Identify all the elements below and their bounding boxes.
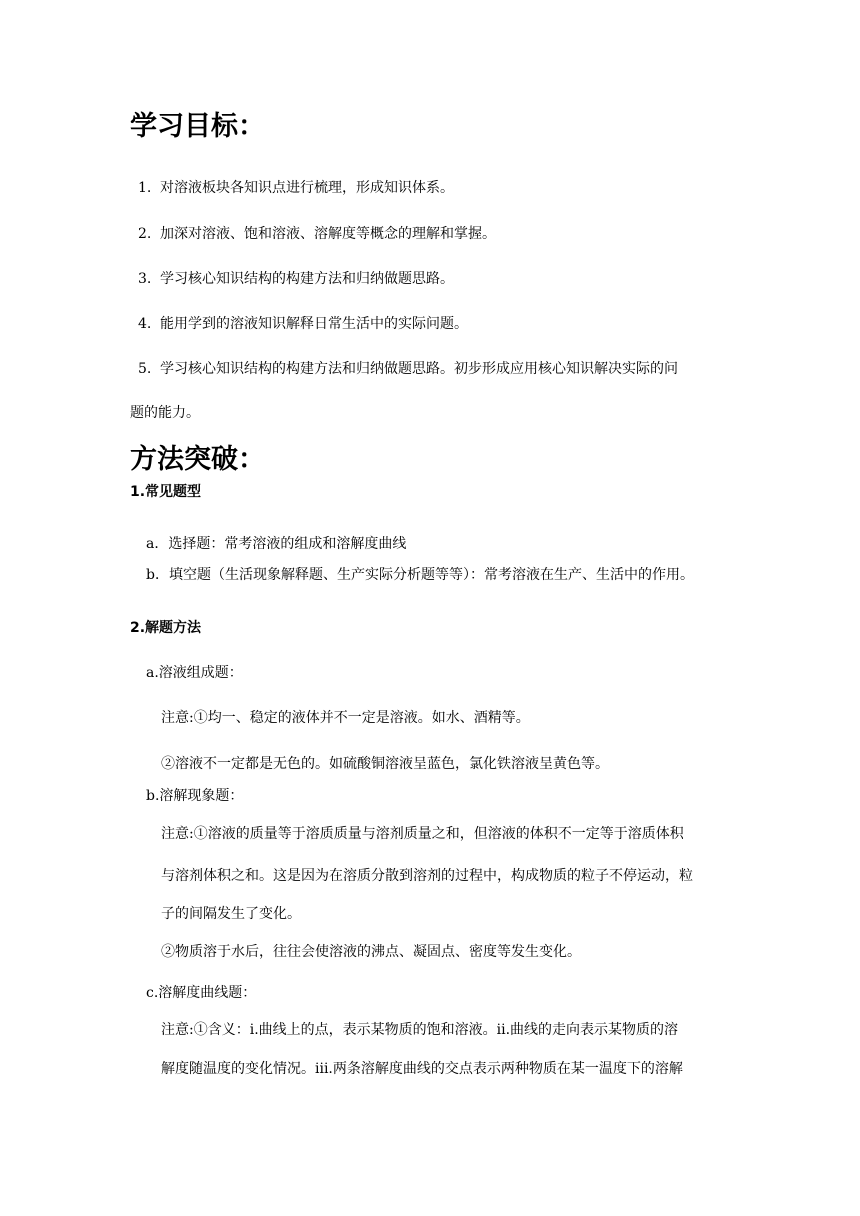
question-type-text: 填空题（生活现象解释题、生产实际分析题等等）：常考溶液在生产、生活中的作用。 bbox=[168, 567, 694, 583]
method-b-note-1-line-3: 子的间隔发生了变化。 bbox=[161, 906, 301, 922]
goal-item-5-continued: 题的能力。 bbox=[130, 405, 200, 421]
method-b-note-1-line-2: 与溶剂体积之和。这是因为在溶质分散到溶剂的过程中，构成物质的粒子不停运动，粒 bbox=[161, 868, 693, 884]
goal-text: 加深对溶液、饱和溶液、溶解度等概念的理解和掌握。 bbox=[160, 226, 496, 242]
goal-number: 3. bbox=[138, 271, 152, 287]
goal-item-5 bbox=[138, 360, 678, 378]
goal-number: 2. bbox=[138, 226, 152, 242]
subsection-title-solving-methods: 2.解题方法 bbox=[130, 620, 202, 636]
method-a-note-2: ②溶液不一定都是无色的。如硫酸铜溶液呈蓝色，氯化铁溶液呈黄色等。 bbox=[161, 756, 609, 772]
question-type-a bbox=[146, 535, 406, 553]
method-c-note-1-line-2: 解度随温度的变化情况。iii.两条溶解度曲线的交点表示两种物质在某一温度下的溶解 bbox=[161, 1061, 683, 1077]
section-title-method-breakthrough: 方法突破： bbox=[130, 444, 265, 475]
goal-number: 5. bbox=[138, 361, 152, 377]
goal-item-4 bbox=[138, 315, 468, 333]
goal-text: 学习核心知识结构的构建方法和归纳做题思路。 bbox=[160, 271, 454, 287]
method-a-note-1: 注意:①均一、稳定的液体并不一定是溶液。如水、酒精等。 bbox=[161, 710, 530, 726]
method-b-label: b.溶解现象题： bbox=[146, 788, 244, 804]
method-c-label: c.溶解度曲线题： bbox=[146, 985, 257, 1001]
section-title-learning-goals: 学习目标： bbox=[130, 111, 265, 142]
goal-number: 4. bbox=[138, 316, 152, 332]
question-type-letter: b． bbox=[146, 567, 169, 583]
method-c-note-1-line-1: 注意:①含义：i.曲线上的点，表示某物质的饱和溶液。ii.曲线的走向表示某物质的溶 bbox=[161, 1022, 679, 1038]
question-type-b bbox=[146, 566, 694, 584]
method-b-note-1-line-1: 注意:①溶液的质量等于溶质质量与溶剂质量之和，但溶液的体积不一定等于溶质体积 bbox=[161, 826, 684, 842]
goal-number: 1. bbox=[138, 180, 152, 196]
question-type-text: 选择题：常考溶液的组成和溶解度曲线 bbox=[168, 536, 407, 552]
goal-item-3 bbox=[138, 270, 454, 288]
question-type-letter: a． bbox=[146, 536, 169, 552]
goal-text: 对溶液板块各知识点进行梳理，形成知识体系。 bbox=[160, 180, 454, 196]
goal-text: 学习核心知识结构的构建方法和归纳做题思路。初步形成应用核心知识解决实际的问 bbox=[160, 361, 678, 377]
method-a-label: a.溶液组成题： bbox=[146, 665, 243, 681]
goal-item-2 bbox=[138, 225, 496, 243]
method-b-note-2: ②物质溶于水后，往往会使溶液的沸点、凝固点、密度等发生变化。 bbox=[161, 944, 581, 960]
subsection-title-common-question-types: 1.常见题型 bbox=[130, 484, 202, 500]
goal-text: 能用学到的溶液知识解释日常生活中的实际问题。 bbox=[160, 316, 468, 332]
goal-item-1 bbox=[138, 179, 454, 197]
